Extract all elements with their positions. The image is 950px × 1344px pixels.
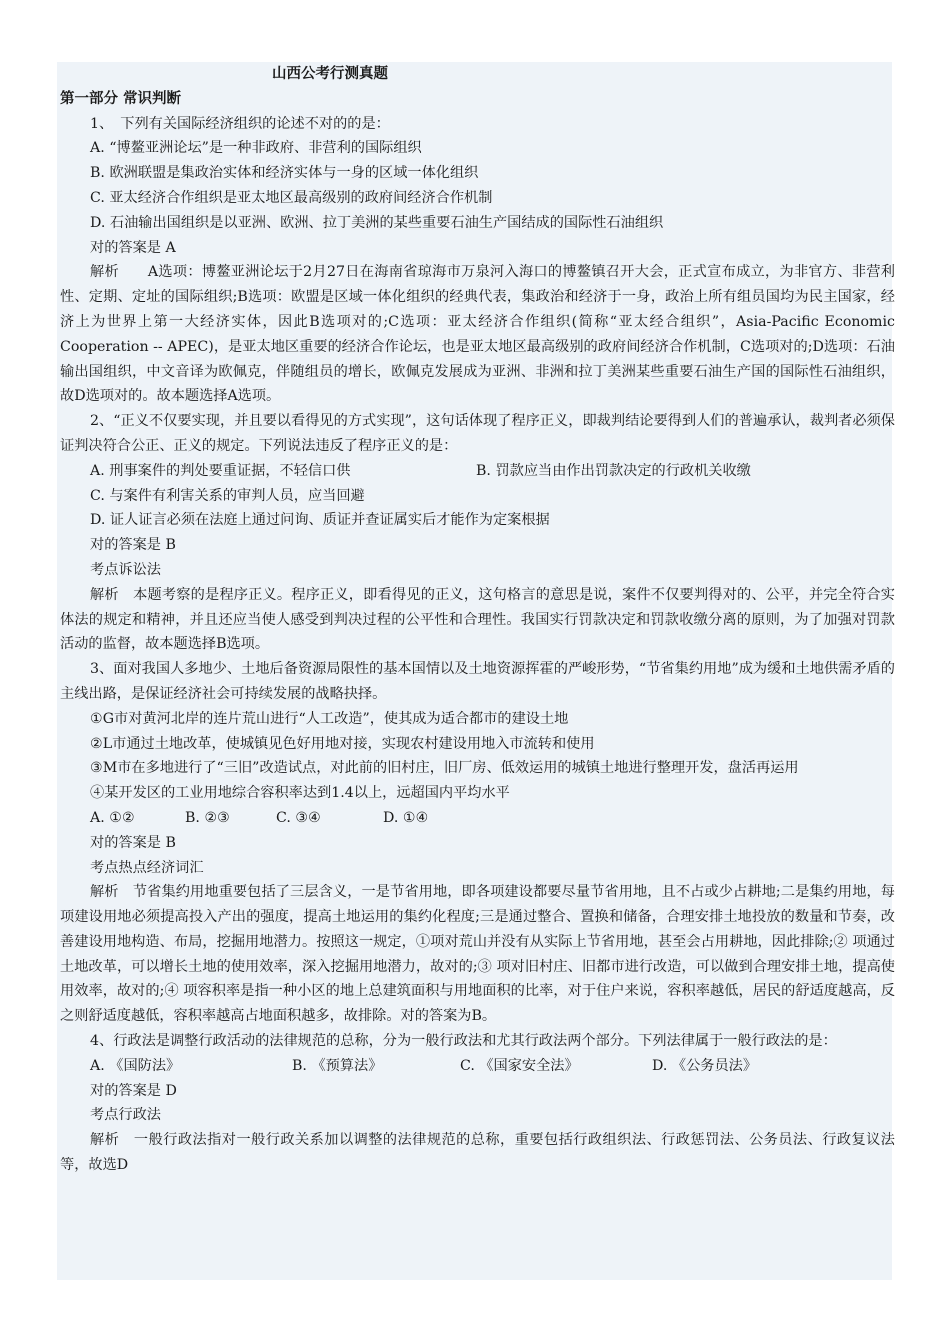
q4-point: 考点行政法 bbox=[90, 1107, 161, 1124]
document-title: 山西公考行测真题 bbox=[272, 66, 388, 82]
q2-options-row-1 bbox=[60, 459, 895, 484]
q4-answer: 对的答案是 D bbox=[90, 1082, 177, 1099]
q1-answer: 对的答案是 A bbox=[90, 239, 176, 256]
q1-option-d: D. 石油输出国组织是以亚洲、欧洲、拉丁美洲的某些重要石油生产国结成的国际性石油组织 bbox=[90, 214, 664, 231]
q3-item-1: ①G市对黄河北岸的连片荒山进行“人工改造”，使其成为适合都市的建设土地 bbox=[90, 710, 569, 727]
q4-option-d: D. 《公务员法》 bbox=[652, 1057, 758, 1074]
q2-stem: 2、“正义不仅要实现，并且要以看得见的方式实现”，这句话体现了程序正义，即裁判结论要得到人们的普遍承认，裁判者必须保证判决符合公正、正义的规定。下列说法违反了程序正义的是： bbox=[60, 413, 895, 454]
q2-answer: 对的答案是 B bbox=[90, 537, 176, 554]
q3-stem: 3、面对我国人多地少、土地后备资源局限性的基本国情以及土地资源挥霍的严峻形势，“节省集约用地”成为缓和土地供需矛盾的主线出路，是保证经济社会可持续发展的战略抉择。 bbox=[60, 661, 895, 702]
q2-option-a: A. 刑事案件的判处要重证据，不轻信口供 bbox=[90, 462, 351, 479]
document-body bbox=[60, 62, 895, 1178]
q4-analysis: 解析 一般行政法指对一般行政关系加以调整的法律规范的总称，重要包括行政组织法、行政惩罚法、公务员法、行政复议法等，故选D bbox=[60, 1132, 895, 1174]
q2-option-d: D. 证人证言必须在法庭上通过问询、质证并查证属实后才能作为定案根据 bbox=[90, 512, 550, 529]
q4-option-b: B. 《预算法》 bbox=[292, 1057, 383, 1074]
q1-stem: 1、 下列有关国际经济组织的论述不对的的是： bbox=[90, 115, 390, 132]
q4-options-row bbox=[60, 1054, 895, 1079]
q2-point: 考点诉讼法 bbox=[90, 561, 161, 578]
q4-option-c: C. 《国家安全法》 bbox=[460, 1057, 579, 1074]
q3-option-c: C. ③④ bbox=[276, 809, 321, 826]
q4-stem: 4、行政法是调整行政活动的法律规范的总称，分为一般行政法和尤其行政法两个部分。下列法律属于一般行政法的是： bbox=[90, 1033, 837, 1050]
q3-item-3: ③M市在多地进行了“三旧”改造试点，对此前的旧村庄，旧厂房、低效运用的城镇土地进行整理开发，盘活再运用 bbox=[90, 760, 799, 777]
q2-option-c: C. 与案件有利害关系的审判人员，应当回避 bbox=[90, 487, 365, 504]
q1-option-b: B. 欧洲联盟是集政治实体和经济实体与一身的区域一体化组织 bbox=[90, 165, 479, 182]
q3-analysis: 解析 节省集约用地重要包括了三层含义，一是节省用地，即各项建设都要尽量节省用地，且不占或少占耕地;二是集约用地，每项建设用地必须提高投入产出的强度，提高土地运用的集约化程度;三是通过整合、置换和储备，合理安排土地投放的数量和节奏，改善建设用地构造、布局，挖掘用地潜力。按照这一规定，①项对荒山并没有从实际上节省用地，甚至会占用耕地，因此排除;② 项通过土地改革，可以增长土地的使用效率，深入挖掘用地潜力，故对的;③ 项对旧村庄、旧都市进行改造，可以做到合理安排土地，提高使用效率，故对的;④ 项容积率是指一种小区的地上总建筑面积与用地面积的比率，对于住户来说，容积率越低，居民的舒适度越高，反之则舒适度越低，容积率越高占地面积越多，故排除。对的答案为B。 bbox=[60, 884, 895, 1025]
q3-item-2: ②L市通过土地改革，使城镇见色好用地对接，实现农村建设用地入市流转和使用 bbox=[90, 735, 595, 752]
section-heading: 第一部分 常识判断 bbox=[60, 90, 182, 107]
q3-option-d: D. ①④ bbox=[383, 809, 429, 826]
q2-analysis: 解析 本题考察的是程序正义。程序正义，即看得见的正义，这句格言的意思是说，案件不仅要判得对的、公平，并完全符合实体法的规定和精神，并且还应当使人感受到判决过程的公平性和合理性。我国实行罚款决定和罚款收缴分离的原则，为了加强对罚款活动的监督，故本题选择B选项。 bbox=[60, 586, 895, 653]
q3-option-b: B. ②③ bbox=[185, 809, 230, 826]
q3-options-row bbox=[60, 806, 895, 831]
q3-option-a: A. ①② bbox=[90, 809, 135, 826]
q3-answer: 对的答案是 B bbox=[90, 834, 176, 851]
q4-option-a: A. 《国防法》 bbox=[90, 1057, 181, 1074]
q3-point: 考点热点经济词汇 bbox=[90, 859, 204, 876]
q1-option-c: C. 亚太经济合作组织是亚太地区最高级别的政府间经济合作机制 bbox=[90, 189, 493, 206]
q2-option-b: B. 罚款应当由作出罚款决定的行政机关收缴 bbox=[476, 462, 751, 479]
q1-analysis: 解析 A选项：博鳌亚洲论坛于2月27日在海南省琼海市万泉河入海口的博鳌镇召开大会，正式宣布成立，为非官方、非营利性、定期、定址的国际组织;B选项：欧盟是区域一体化组织的经典代表，集政治和经济于一身，政治上所有组员国均为民主国家，经济上为世界上第一大经济实体，因此B选项对的;C选项：亚太经济合作组织(简称“亚太经合组织”，Asia-Pacific Economic Cooperation -- APEC)，是亚太地区重要的经济合作论坛，也是亚太地区最高级别的政府间经济合作机制，C选项对的;D选项：石油输出国组织，中文音译为欧佩克，伴随组员的增长，欧佩克发展成为亚洲、非洲和拉丁美洲某些重要石油生产国的国际性石油组织，故D选项对的。故本题选择A选项。 bbox=[60, 264, 895, 405]
q3-item-4: ④某开发区的工业用地综合容积率达到1.4以上，远超国内平均水平 bbox=[90, 785, 510, 802]
q1-option-a: A. “博鳌亚洲论坛”是一种非政府、非营利的国际组织 bbox=[90, 140, 422, 157]
